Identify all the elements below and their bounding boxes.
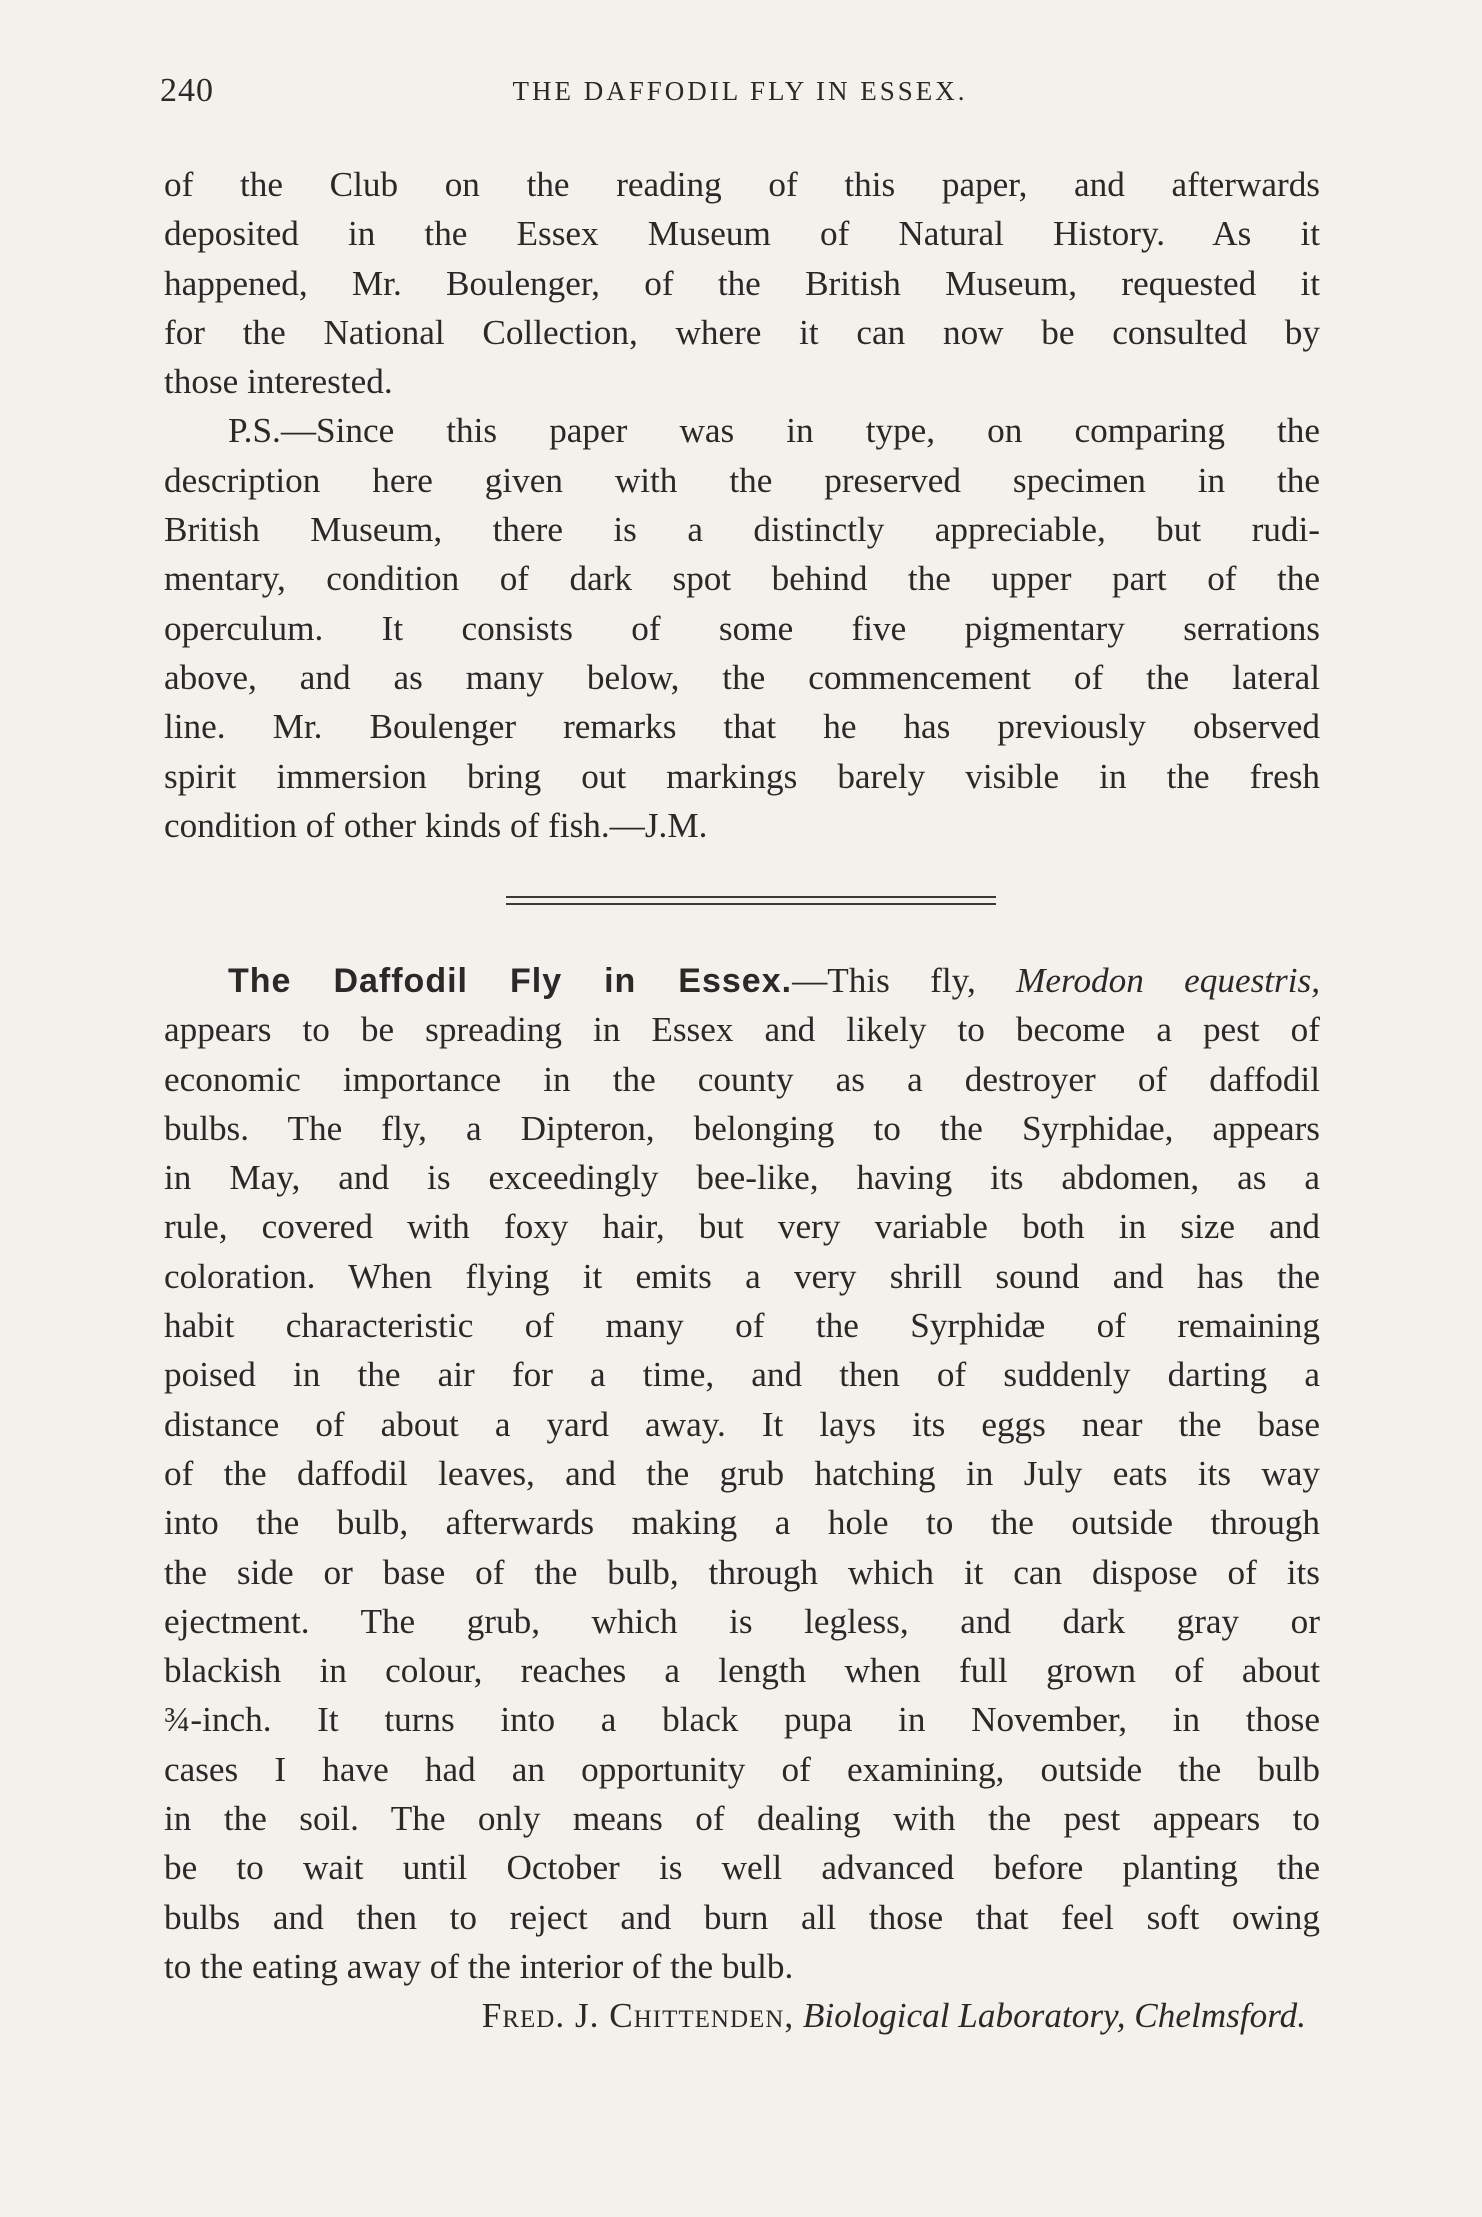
text-line: happened, Mr. Boulenger, of the British Museum, requested it (164, 263, 1320, 303)
text-line: for the National Collection, where it can now be consulted by (164, 312, 1320, 352)
article-line: habit characteristic of many of the Syrphidæ of remaining (164, 1306, 1320, 1346)
postscript-line: line. Mr. Boulenger remarks that he has previously observed (164, 707, 1320, 747)
article-first-line (164, 956, 1320, 1005)
article-line: appears to be spreading in Essex and likely to become a pest of (164, 1010, 1320, 1050)
article-line: ¾-inch. It turns into a black pupa in November, in those (164, 1700, 1320, 1740)
postscript-line: above, and as many below, the commencement of the lateral (164, 657, 1320, 697)
species-name: Merodon equestris, (1016, 961, 1321, 1000)
running-head: THE DAFFODIL FLY IN ESSEX. (512, 76, 968, 106)
article-line: rule, covered with foxy hair, but very variable both in size and (164, 1207, 1320, 1247)
article-line: in the soil. The only means of dealing with the pest appears to (164, 1799, 1320, 1839)
postscript-line: spirit immersion bring out markings barely visible in the fresh (164, 756, 1320, 796)
article-line: of the daffodil leaves, and the grub hatching in July eats its way (164, 1453, 1320, 1493)
article-line: coloration. When flying it emits a very shrill sound and has the (164, 1256, 1320, 1296)
postscript-line: condition of other kinds of fish.—J.M. (164, 805, 708, 845)
postscript-line: mentary, condition of dark spot behind the upper part of the (164, 559, 1320, 599)
continued-text (164, 160, 1320, 850)
article-signature (164, 1991, 1320, 2040)
article-line: the side or base of the bulb, through which it can dispose of its (164, 1552, 1320, 1592)
article-line: blackish in colour, reaches a length when full grown of about (164, 1651, 1320, 1691)
article-line: economic importance in the county as a destroyer of daffodil (164, 1059, 1320, 1099)
article-daffodil-fly (164, 956, 1320, 2041)
article-line: bulbs and then to reject and burn all those that feel soft owing (164, 1897, 1320, 1937)
article-line: in May, and is exceedingly bee-like, having its abdomen, as a (164, 1158, 1320, 1198)
postscript-line: British Museum, there is a distinctly appreciable, but rudi- (164, 510, 1320, 550)
article-title: The Daffodil Fly in Essex. (228, 962, 793, 1000)
article-line: poised in the air for a time, and then of suddenly darting a (164, 1355, 1320, 1395)
article-line: bulbs. The fly, a Dipteron, belonging to the Syrphidae, appears (164, 1108, 1320, 1148)
page-number: 240 (160, 72, 214, 109)
article-line: cases I have had an opportunity of examining, outside the bulb (164, 1749, 1320, 1789)
text-line: those interested. (164, 362, 393, 402)
article-line: distance of about a yard away. It lays its eggs near the base (164, 1404, 1320, 1444)
postscript-line: P.S.—Since this paper was in type, on comparing the (228, 411, 1320, 451)
article-line: to the eating away of the interior of the bulb. (164, 1946, 794, 1986)
text-line: deposited in the Essex Museum of Natural History. As it (164, 214, 1320, 254)
text-line: of the Club on the reading of this paper, and afterwards (164, 165, 1320, 204)
author-affiliation: Biological Laboratory, Chelmsford. (802, 1996, 1306, 2036)
article-line: ejectment. The grub, which is legless, and dark gray or (164, 1601, 1320, 1641)
page-header (160, 72, 1320, 122)
section-divider (506, 896, 996, 905)
postscript-line: operculum. It consists of some five pigmentary serrations (164, 608, 1320, 648)
author-name: Fred. J. Chittenden, (481, 1996, 795, 2036)
article-intro: —This fly, (792, 961, 1017, 1000)
article-line: into the bulb, afterwards making a hole to the outside through (164, 1503, 1320, 1543)
postscript-line: description here given with the preserved specimen in the (164, 460, 1320, 500)
article-line: be to wait until October is well advanced before planting the (164, 1848, 1320, 1888)
